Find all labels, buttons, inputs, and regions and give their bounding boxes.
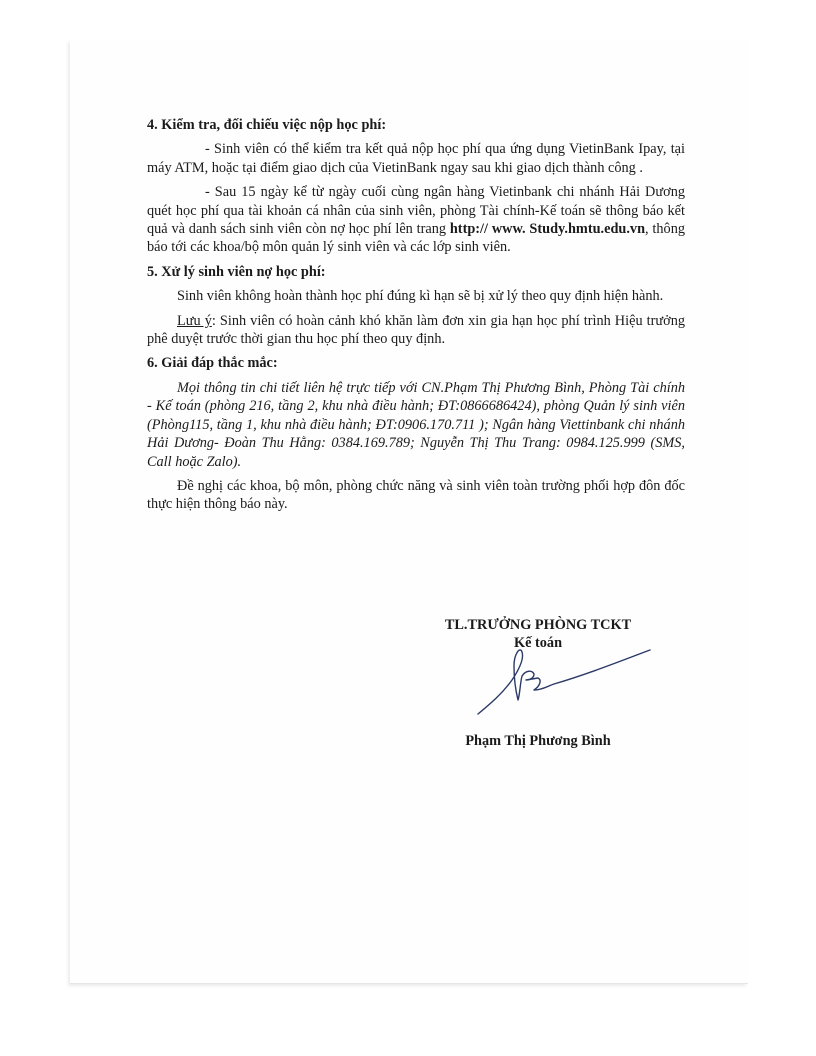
note-label: Lưu ý — [177, 312, 212, 329]
section-5-note — [147, 312, 685, 349]
section-4-paragraph-1: - Sinh viên có thể kiểm tra kết quả nộp học phí qua ứng dụng VietinBank Ipay, tại máy ATM, hoặc tại điểm giao dịch của VietinBank ngay sau khi giao dịch thành công . — [147, 141, 685, 176]
section-4-paragraph-2-text-a: - Sau 15 ngày kể từ ngày cuối cùng ngân hàng Vietinbank chi nhánh Hải Dương quét học phí qua tài khoản cá nhân của sinh viên, phòng Tài chính-Kế toán sẽ thông báo kết quả và danh sách sinh viên còn nợ học phí lên trang — [147, 184, 685, 238]
section-4-paragraph-2-text-b: , thông báo tới các khoa/bộ môn quản lý sinh viên và các lớp sinh viên. — [147, 221, 686, 256]
document-body — [147, 116, 685, 520]
section-6-heading: 6. Giải đáp thắc mắc: — [147, 355, 278, 372]
section-4-heading: 4. Kiểm tra, đối chiếu việc nộp học phí: — [147, 117, 387, 133]
section-5-paragraph-1: Sinh viên không hoàn thành học phí đúng kì hạn sẽ bị xử lý theo quy định hiện hành. — [177, 288, 664, 305]
section-6-closing-paragraph: Đề nghị các khoa, bộ môn, phòng chức năng và sinh viên toàn trường phối hợp đôn đốc thực hiện thông báo này. — [147, 477, 685, 513]
section-4-paragraph-2 — [147, 183, 685, 257]
signature-role: Kế toán — [513, 635, 563, 651]
signatory-name: Phạm Thị Phương Bình — [465, 733, 611, 749]
section-5-heading: 5. Xử lý sinh viên nợ học phí: — [147, 263, 326, 280]
handwritten-signature-icon — [468, 640, 658, 720]
note-text: : Sinh viên có hoàn cảnh khó khăn làm đơn xin gia hạn học phí trình Hiệu trưởng phê duyệt trước thời gian thu học phí theo quy định. — [147, 312, 686, 348]
study-portal-link[interactable]: http:// www. Study.hmtu.edu.vn — [449, 221, 646, 238]
signature-title: TL.TRƯỞNG PHÒNG TCKT — [444, 617, 632, 633]
section-6-contact-paragraph: Mọi thông tin chi tiết liên hệ trực tiếp với CN.Phạm Thị Phương Bình, Phòng Tài chính - Kế toán (phòng 216, tầng 2, khu nhà điều hành; ĐT:0866686424), phòng Quản lý sinh viên (Phòng115, tầng 1, khu nhà điều hành; ĐT:0906.170.711 ); Ngân hàng Viettinbank chi nhánh Hải Dương- Đoàn Thu Hằng: 0384.169.789; Nguyễn Thị Thu Trang: 0984.125.999 (SMS, Call hoặc Zalo). — [147, 379, 685, 470]
paper-bottom-edge — [70, 983, 748, 984]
